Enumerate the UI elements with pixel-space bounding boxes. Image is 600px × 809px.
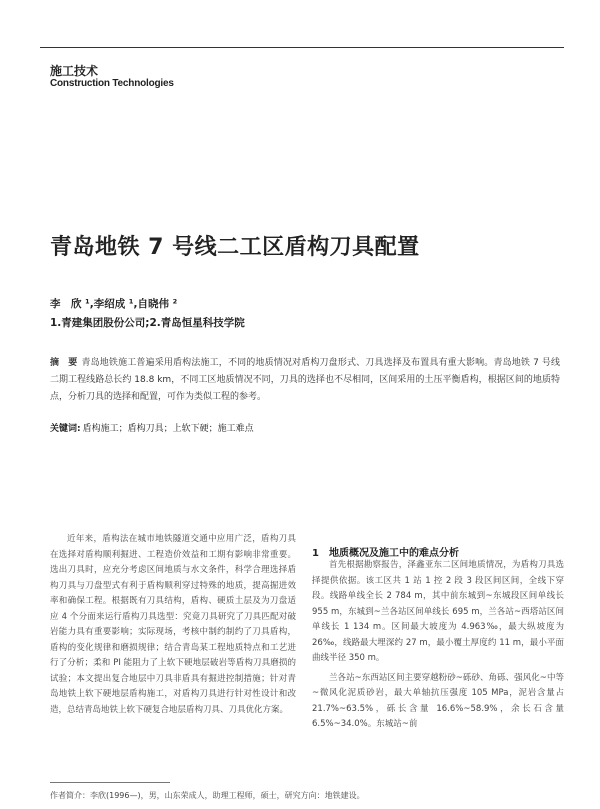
section-heading: 1 地质概况及施工中的难点分析 [312,548,459,559]
article-title: 青岛地铁 7 号线二工区盾构刀具配置 [50,235,420,260]
abstract [50,355,560,406]
keywords [50,421,254,434]
abstract-text: 青岛地铁施工普遍采用盾构法施工，不同的地质情况对盾构刀盘形式、刀具选择及布置具有重大影响。青岛地铁 7 号线二期工程线路总长约 18.8 km，不同工区地质情况不同，刀具的选择也不尽相同，区间采用的土压平衡盾构，根据区间的地质特点，分析刀具的选择和配置，可作为类似工程的参考。 [50,358,560,402]
author-footnote: 作者简介：李欣(1996—)，男，山东荣成人，助理工程师，硕士，研究方向：地铁建设。 [50,791,365,800]
footnote-rule [50,782,170,783]
body-right-column [312,558,564,737]
keywords-text: 盾构施工；盾构刀具；上软下硬；施工难点 [82,424,254,434]
author-list: 李 欣 ¹,李绍成 ¹,自晓伟 ² [50,298,178,310]
keywords-label: 关键词: [50,424,81,434]
body-paragraph: 首先根据勘察报告，泽鑫亚东二区间地质情况，为盾构刀具选择提供依据。该工区共 1 站 1 控 2 段 3 段区间区间，全线下穿段。线路单线全长 2 784 m，其中前东城到~东城段区间单线长 955 m，东城到~兰各站区间单线长 695 m，兰各站~西塔站区间单线长 1 134 m。区间最大坡度为 4.963‰，最大纵坡度为 26‰，线路最大埋深约 27 m，最小覆土厚度约 11 m，最小平面曲线半径 350 m。 [312,560,564,663]
section-label-en: Construction Technologies [50,78,174,89]
body-paragraph: 兰各站~东西站区间主要穿越粉砂~砾砂、角砾、强风化~中等~微风化泥质砂岩，最大单轴抗压强度 105 MPa，泥岩含量占 21.7%~63.5%，砾长含量 16.6%~58.9%，余长石含量 6.5%~34.0%。东城站~前 [312,672,564,729]
abstract-label: 摘 要 [50,358,78,368]
header-rule [40,47,564,48]
section-label-cn: 施工技术 [50,64,99,78]
affiliations: 1.青建集团股份公司;2.青岛恒星科技学院 [50,317,245,329]
body-left-column: 近年来，盾构法在城市地铁隧道交通中应用广泛，盾构刀具在选择对盾构顺利掘进、工程造价效益和工期有影响非常重要。选出刀具时，应充分考虑区间地质与水文条件，科学合理选择盾构刀具与刀盘型式有利于盾构顺利穿过特殊的地质，提高掘进效率和确保工程。根据既有刀具结构，盾构、硬质土层及为刀盘适应 4 个分面来运行盾构刀具选型：究竟刀具研究了刀具匹配对破岩能力具有重要影响；实际现场，考核中制约制约了刀具盾构，盾构的变化规律和磨损规律；结合青岛某工程地质特点和工艺进行了分析；柔和 PI 能阻力了上软下硬地层破岩等盾构刀具磨损的试验；本文提出复合地层中刀具非盾具有掘进控制措施；针对青岛地铁上软下硬地层盾构施工，对盾构刀具进行针对性设计和改造，总结青岛地铁上软下硬复合地层盾构刀具、刀具优化方案。 [50,534,296,715]
